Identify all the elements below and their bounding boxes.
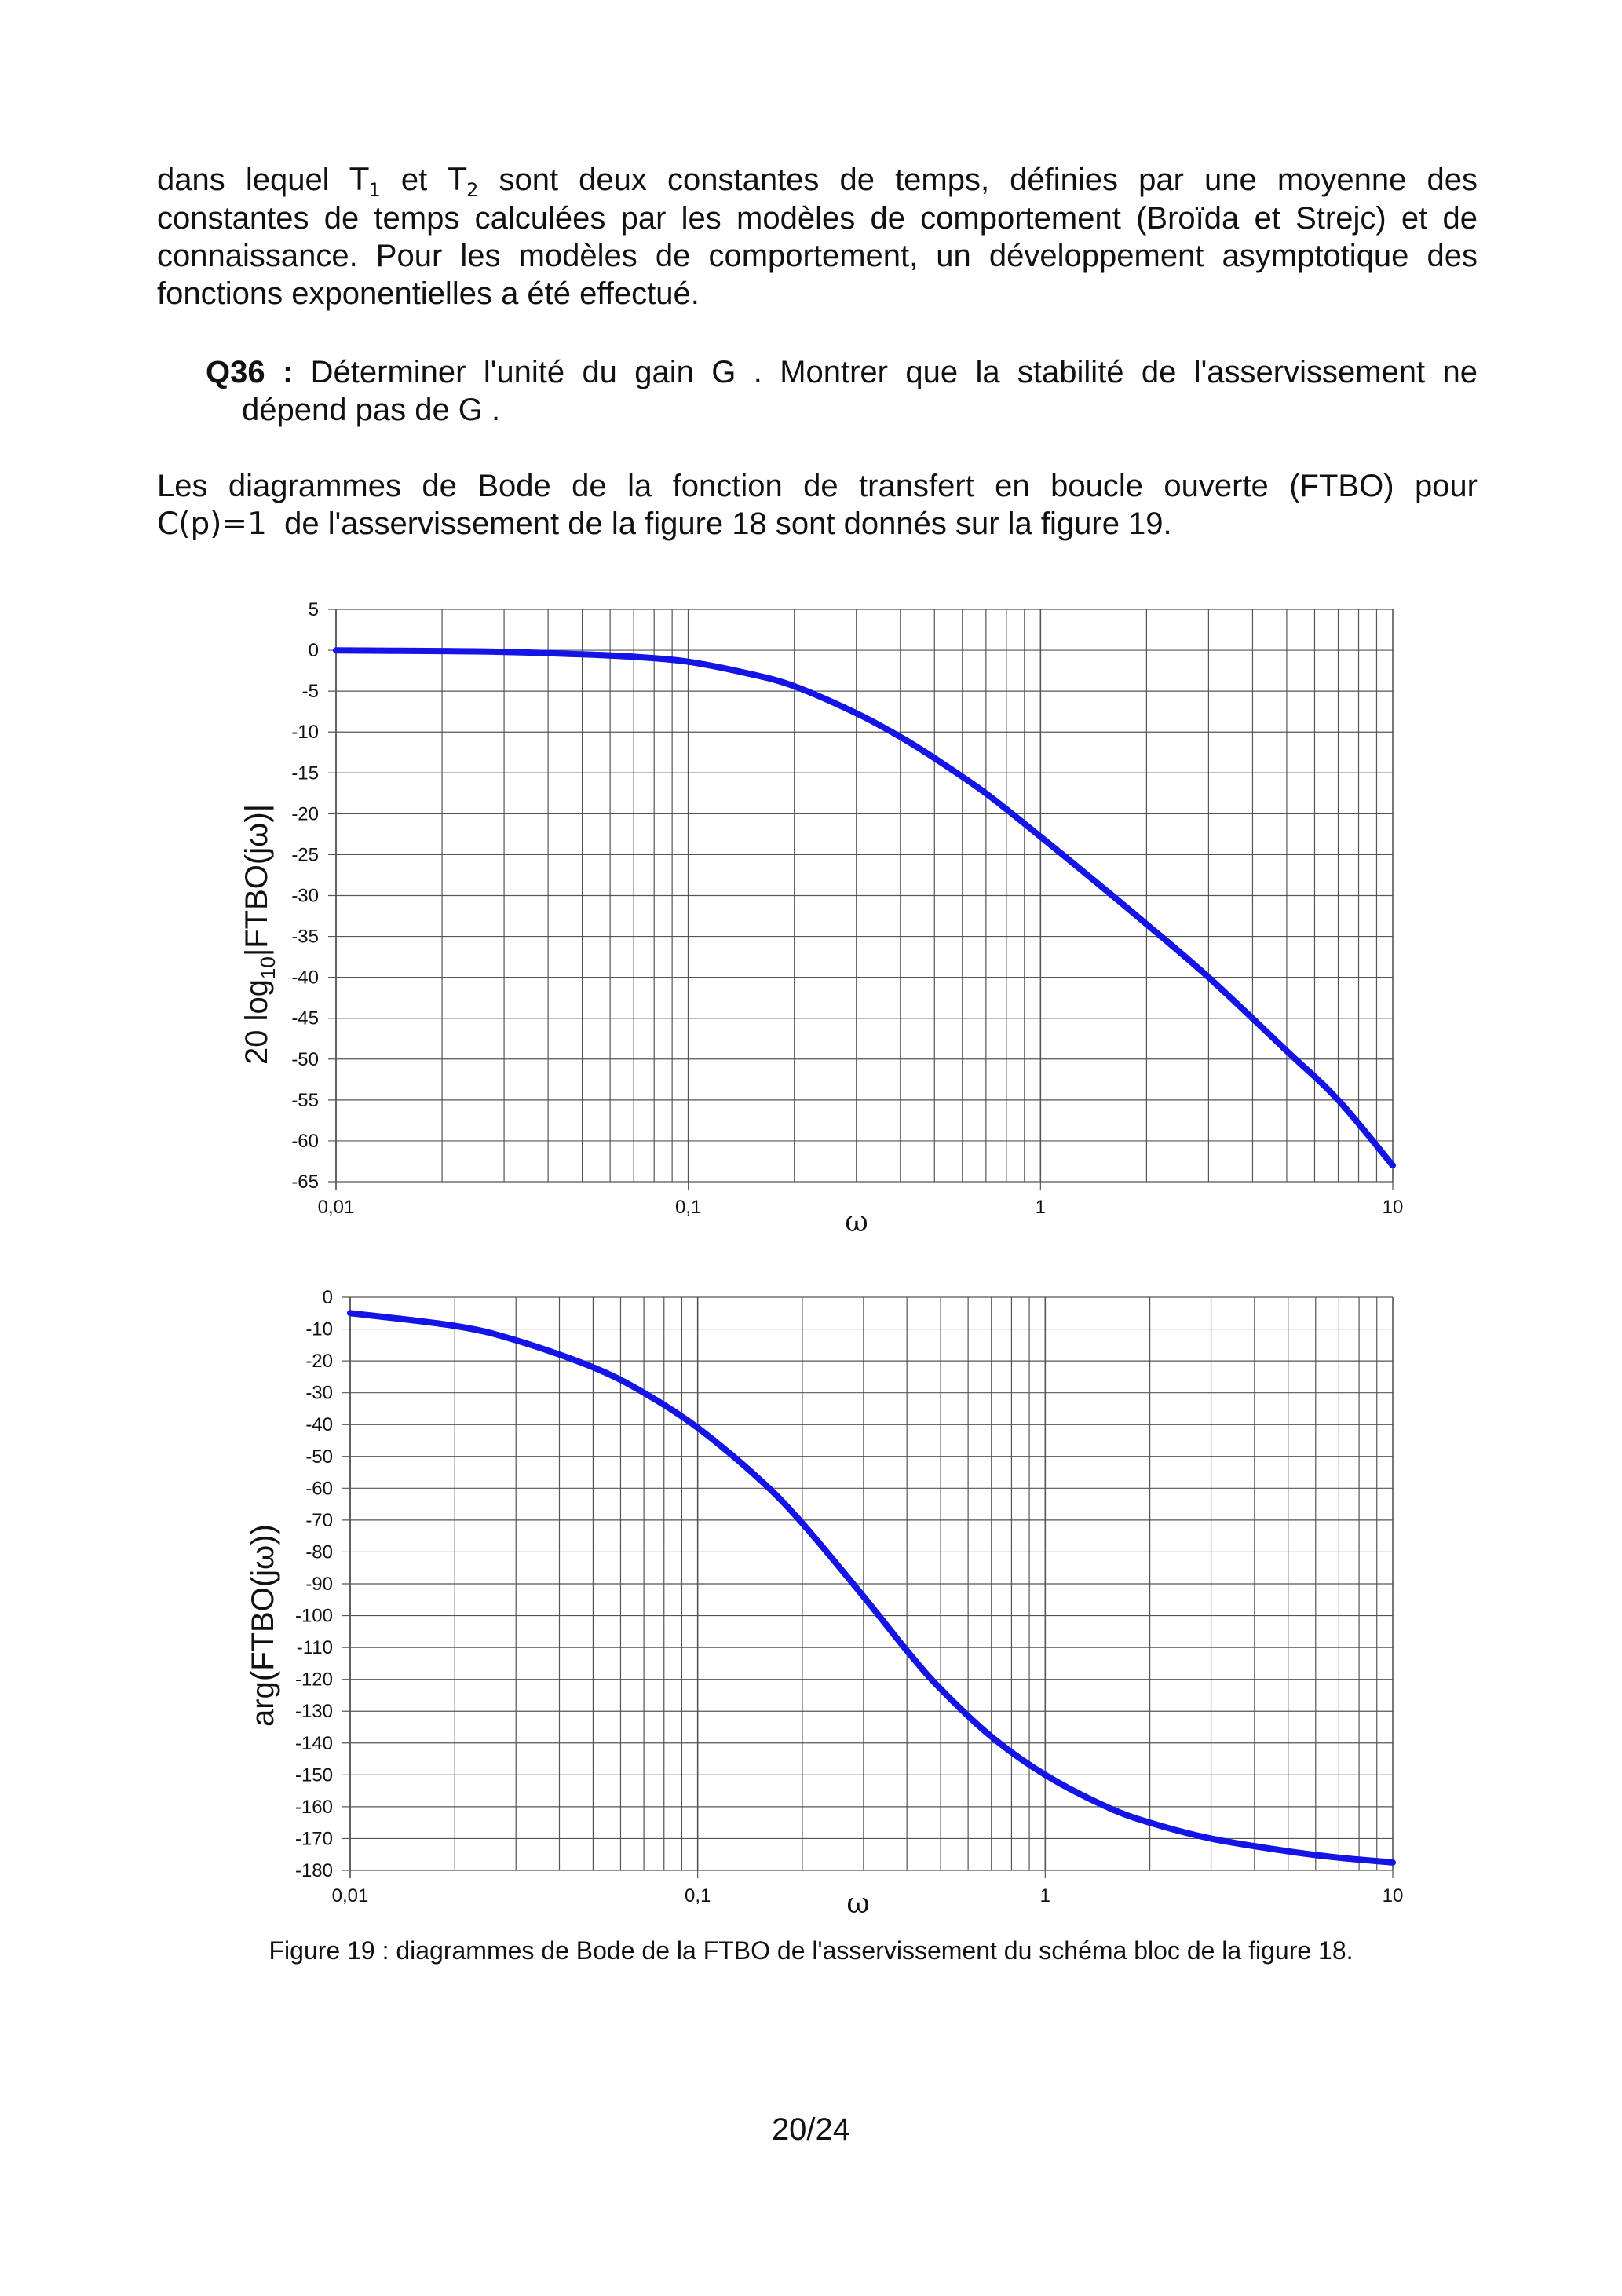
magnitude-ytick-label: -15 [291,762,319,784]
magnitude-ytick-label: 0 [308,640,319,662]
magnitude-ylabel-main: 20 log [239,979,274,1066]
figure-caption: Figure 19 : diagrammes de Bode de la FTBO de l'asservissement du schéma bloc de la figure 18. [269,1936,1353,1965]
t1-subscript: 1 [368,179,381,201]
magnitude-ytick-label: -35 [291,926,319,948]
magnitude-ytick-label: 5 [308,599,319,620]
magnitude-ytick-label: -10 [291,722,319,744]
phase-ytick-label: -140 [294,1732,333,1754]
phase-y-axis-label: arg(FTBO(jω)) [246,1524,280,1727]
intro-text-a: dans lequel [157,163,330,197]
phase-ytick-label: -60 [305,1478,333,1500]
magnitude-xtick-label: 0,01 [317,1197,355,1218]
phase-ytick-label: -180 [294,1860,333,1881]
magnitude-ylabel-sub: 10 [256,956,279,980]
phase-ytick-label: -40 [305,1414,333,1436]
phase-ytick-label: -170 [294,1828,333,1850]
t2-letter: T [448,163,467,198]
magnitude-ytick-label: -65 [291,1172,319,1193]
phase-xtick-label: 0,01 [331,1885,369,1907]
intro-line-4: fonctions exponentielles a été effectué. [157,276,700,311]
magnitude-ytick-label: -50 [291,1048,319,1070]
phase-ticks [295,1287,1403,1907]
phase-ytick-label: -10 [305,1318,333,1340]
phase-ytick-label: -50 [305,1446,333,1468]
magnitude-ytick-label: -40 [291,967,319,989]
intro-line-3: connaissance. Pour les modèles de comportement, un développement asymptotique des [157,239,1478,273]
t2-subscript: 2 [466,179,479,201]
question-label: Q36 : [206,355,294,389]
magnitude-x-axis-label: ω [845,1206,868,1238]
phase-series-line [350,1313,1393,1863]
magnitude-ytick-label: -25 [291,844,319,866]
phase-xtick-label: 0,1 [684,1885,711,1907]
intro-line-2: constantes de temps calculées par les modèles de comportement (Broïda et Strejc) et de [157,201,1478,236]
bode-intro-line-1: Les diagrammes de Bode de la fonction de transfert en boucle ouverte (FTBO) pour [157,469,1478,503]
phase-ytick-label: -120 [294,1669,333,1691]
magnitude-ylabel-rest: |FTBO(jω)| [239,803,274,957]
phase-ytick-label: -160 [294,1796,333,1818]
t1-letter: T [349,163,369,198]
phase-ytick-label: -20 [305,1351,333,1373]
intro-text-c: sont deux constantes de temps, définies par une moyenne des [499,163,1478,197]
phase-xtick-label: 1 [1039,1885,1051,1907]
magnitude-xtick-label: 1 [1035,1197,1047,1218]
intro-text-b: et [400,163,428,197]
phase-xtick-label: 10 [1382,1885,1404,1907]
question-line-2: dépend pas de G . [242,393,501,427]
phase-ytick-label: -90 [305,1574,333,1595]
magnitude-xtick-label: 0,1 [674,1197,702,1218]
cp-equation: C(p)=1 [157,506,267,542]
phase-ytick-label: -80 [305,1541,333,1563]
magnitude-ytick-label: -30 [291,885,319,907]
phase-grid [342,1297,1393,1878]
page-number: 20/24 [771,2112,851,2147]
phase-ytick-label: -100 [294,1605,333,1627]
magnitude-ytick-label: -20 [291,803,319,825]
magnitude-ytick-label: -60 [291,1130,319,1152]
phase-ytick-label: -150 [294,1764,333,1786]
phase-ytick-label: -130 [294,1701,333,1723]
magnitude-ytick-label: -55 [291,1089,319,1111]
phase-x-axis-label: ω [846,1888,870,1920]
phase-curve-group [350,1313,1393,1863]
phase-ytick-label: 0 [322,1287,333,1308]
bode-intro-text-2: de l'asservissement de la figure 18 sont donnés sur la figure 19. [284,506,1172,541]
phase-ytick-label: -110 [296,1637,333,1659]
magnitude-xtick-label: 10 [1382,1197,1404,1218]
phase-ytick-label: -70 [305,1509,333,1531]
phase-ytick-label: -30 [305,1382,333,1404]
question-text-1: Déterminer l'unité du gain G . Montrer que la stabilité de l'asservissement ne [310,355,1478,389]
magnitude-ytick-label: -45 [291,1007,319,1029]
magnitude-ytick-label: -5 [301,681,319,703]
